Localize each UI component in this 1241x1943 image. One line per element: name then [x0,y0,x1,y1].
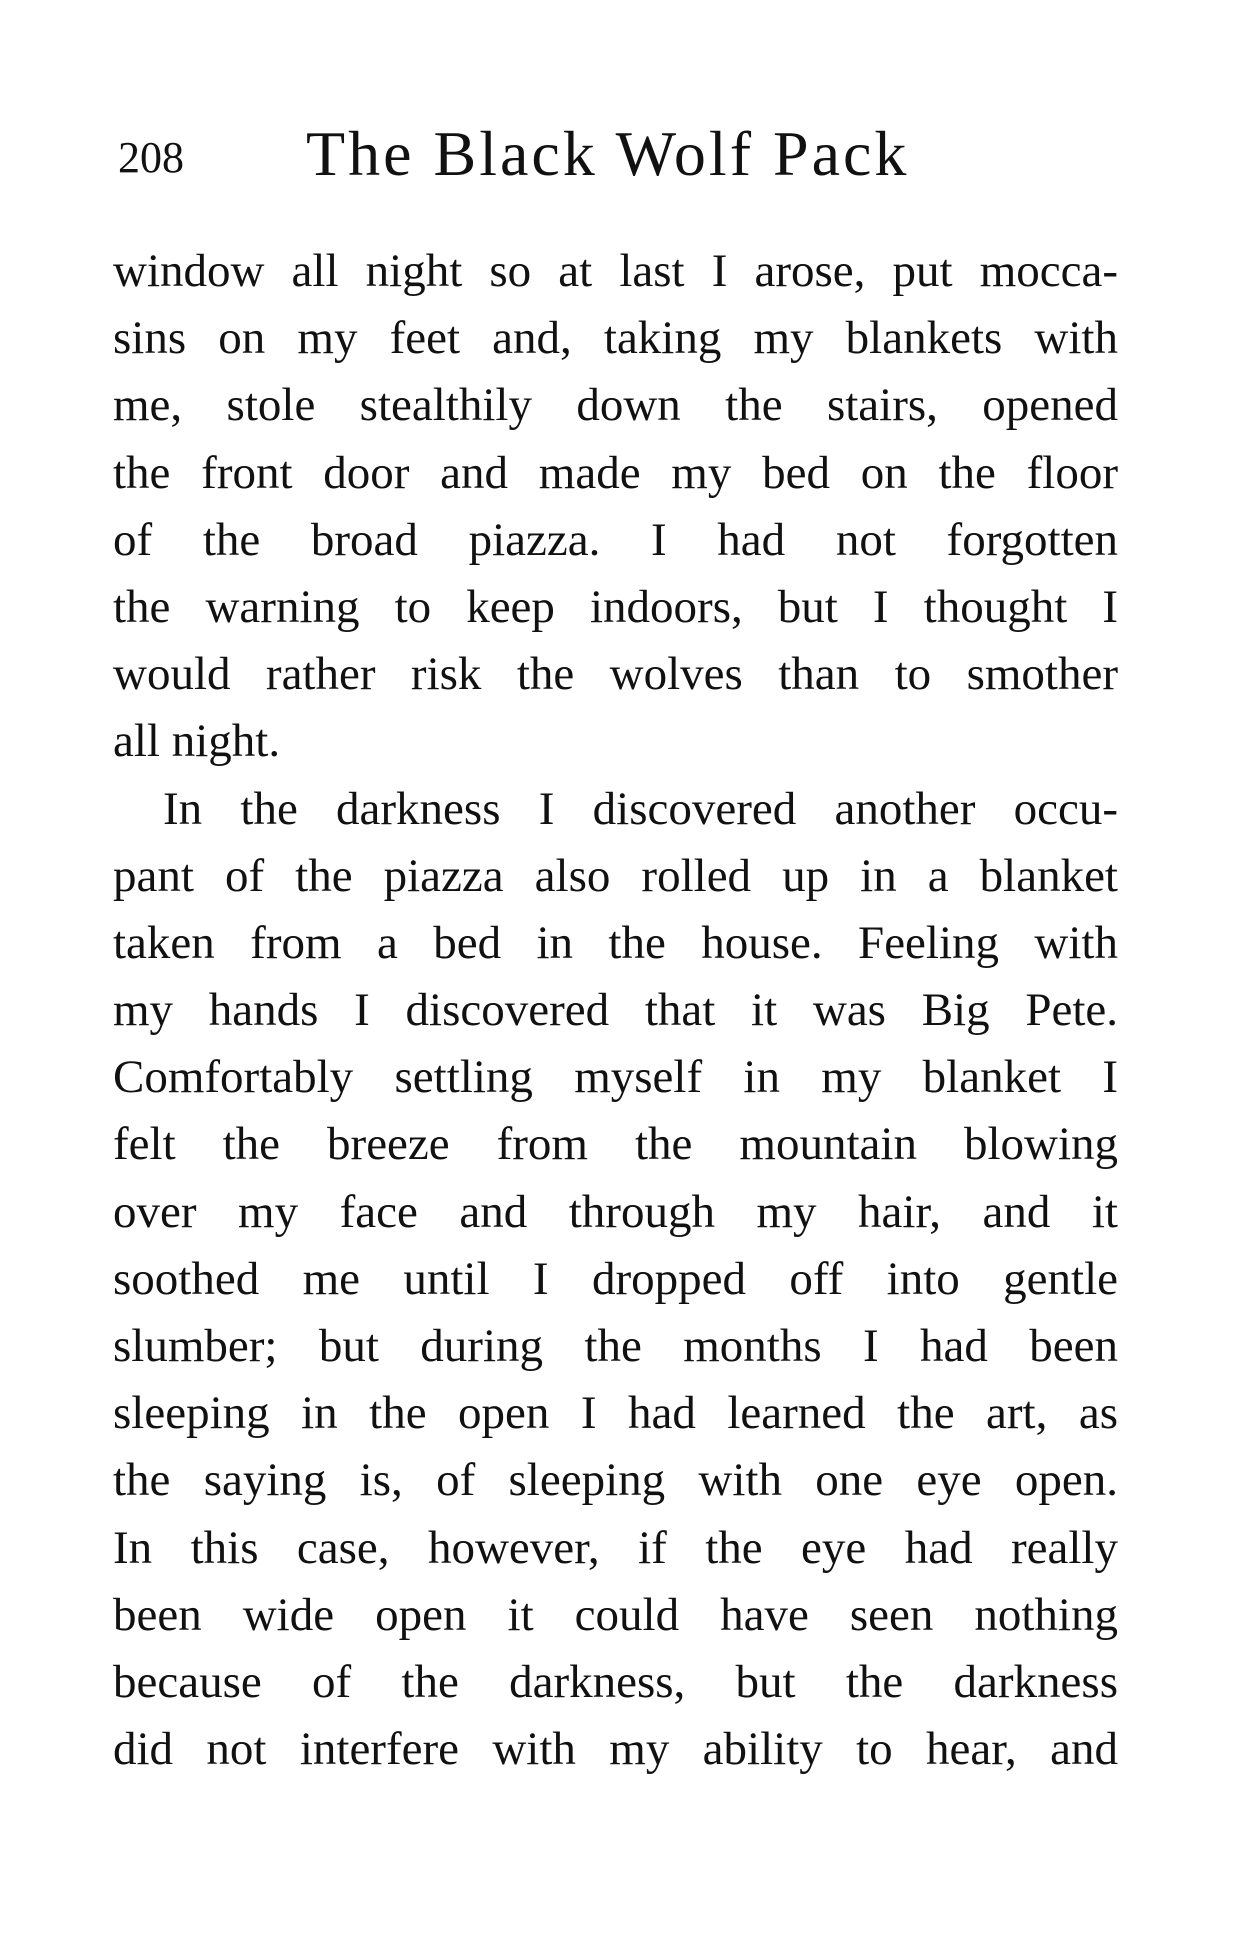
text-line: because of the darkness, but the darkness [113,1655,1118,1708]
text-line: sins on my feet and, taking my blankets with [113,312,1118,365]
text-line: In this case, however, if the eye had really [113,1521,1118,1574]
text-line: taken from a bed in the house. Feeling with [113,916,1118,969]
text-line: pant of the piazza also rolled up in a blanket [113,849,1118,902]
text-line: slumber; but during the months I had been [113,1320,1118,1372]
text-line: the warning to keep indoors, but I thought I [113,580,1118,633]
text-line: over my face and through my hair, and it [113,1185,1118,1238]
body-text [113,238,1118,1783]
text-line: Comfortably settling myself in my blanket I [113,1051,1118,1104]
text-line: been wide open it could have seen nothing [113,1588,1118,1641]
text-line: window all night so at last I arose, put mocca- [113,245,1118,297]
text-line: my hands I discovered that it was Big Pete. [113,984,1118,1037]
text-line: did not interfere with my ability to hear, and [113,1723,1118,1776]
text-line: the front door and made my bed on the floor [113,446,1118,499]
text-line: felt the breeze from the mountain blowing [113,1118,1118,1171]
text-line: soothed me until I dropped off into gentle [113,1252,1118,1305]
text-line: the saying is, of sleeping with one eye open. [113,1454,1118,1507]
text-line: In the darkness I discovered another occu- [163,782,1118,835]
text-line: me, stole stealthily down the stairs, opened [113,379,1118,432]
running-head [118,118,1128,198]
page-number: 208 [118,133,184,182]
text-line: sleeping in the open I had learned the art, as [113,1387,1118,1440]
text-line: all night. [113,715,281,768]
text-line: would rather risk the wolves than to smother [113,648,1118,701]
book-title: The Black Wolf Pack [306,118,910,189]
text-line: of the broad piazza. I had not forgotten [113,513,1118,566]
